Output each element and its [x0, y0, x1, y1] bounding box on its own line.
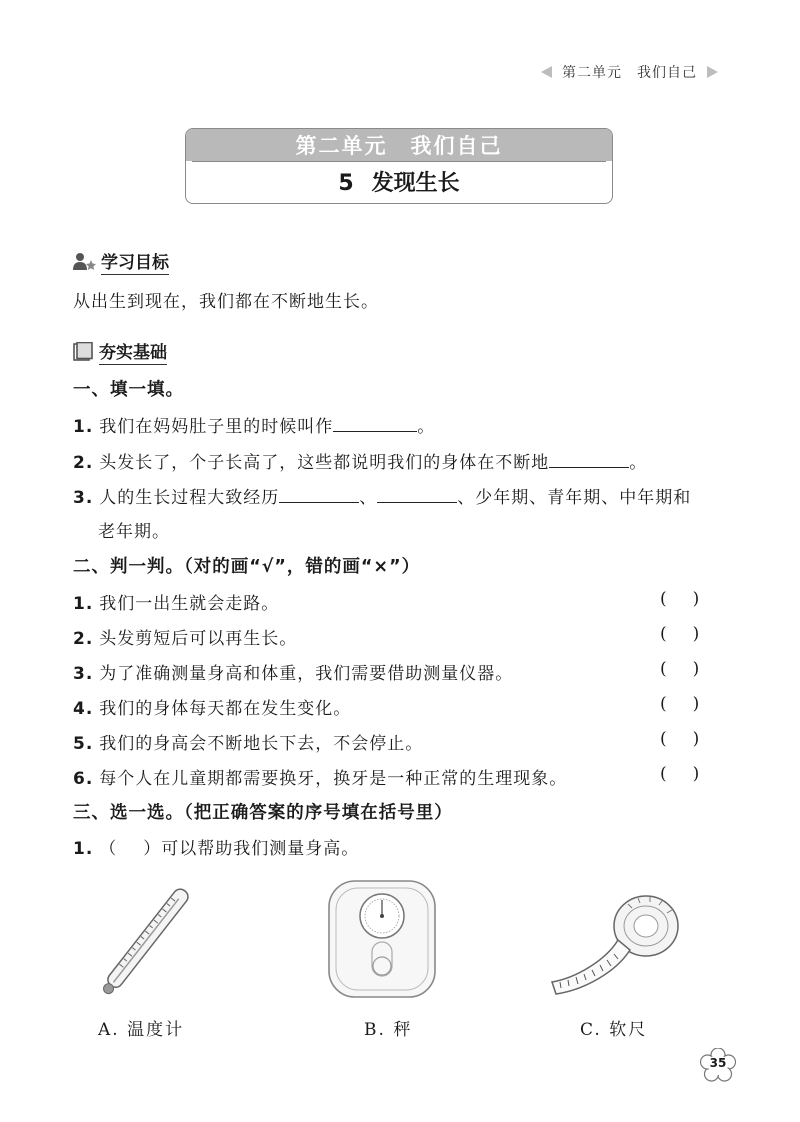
answer-blank[interactable] [549, 450, 629, 468]
page-number-text: 35 [709, 1056, 727, 1070]
option-label: C. [580, 1020, 602, 1040]
judge-item-5 [73, 729, 423, 754]
open-paren: （ [99, 839, 118, 859]
judge-item-4 [73, 694, 351, 719]
question-text: 我们的身高会不断地长下去，不会停止。 [99, 734, 424, 754]
answer-parens-2[interactable]: () [660, 624, 726, 644]
lesson-title-box [185, 128, 613, 204]
fill-question-3 [73, 483, 691, 508]
question-text: 人的生长过程大致经历 [99, 488, 280, 508]
answer-parens-4[interactable]: () [660, 694, 726, 714]
judge-item-1 [73, 589, 279, 614]
option-a [98, 1015, 184, 1040]
question-number: 1. [73, 594, 94, 614]
judge-item-2 [73, 624, 297, 649]
answer-blank[interactable] [377, 485, 457, 503]
right-triangle-icon [707, 66, 718, 78]
question-text: 我们的身体每天都在发生变化。 [99, 699, 352, 719]
question-text: 头发剪短后可以再生长。 [99, 629, 298, 649]
close-paren: ） [143, 839, 162, 859]
question-number: 2. [73, 453, 94, 473]
lesson-name: 发现生长 [371, 171, 460, 196]
basics-title: 夯实基础 [99, 338, 167, 365]
fill-question-3-continued: 老年期。 [98, 522, 170, 542]
judge-item-3 [73, 659, 513, 684]
left-triangle-icon [541, 66, 552, 78]
question-text-end: 。 [417, 417, 436, 437]
question-text-end: 。 [629, 453, 648, 473]
part3-heading: 三、选一选。（把正确答案的序号填在括号里） [73, 803, 453, 823]
question-text-end: 、少年期、青年期、中年期和 [457, 488, 692, 508]
question-number: 2. [73, 629, 94, 649]
question-number: 1. [73, 417, 94, 437]
answer-parens-3[interactable]: () [660, 659, 726, 679]
question-number: 5. [73, 734, 94, 754]
lesson-number: 5 [338, 171, 354, 196]
judge-item-6 [73, 764, 567, 789]
part2-heading: 二、判一判。（对的画“√”，错的画“×”） [73, 557, 421, 577]
book-icon [73, 342, 95, 362]
question-text: 为了准确测量身高和体重，我们需要借助测量仪器。 [99, 664, 514, 684]
page-number [700, 1048, 736, 1082]
option-c [580, 1015, 647, 1040]
tape-measure-image [546, 890, 686, 1002]
question-text: 我们一出生就会走路。 [99, 594, 280, 614]
learner-star-icon [73, 252, 97, 272]
choice-question-1 [73, 834, 359, 859]
running-header [532, 62, 727, 82]
running-header-text: 第二单元 我们自己 [562, 65, 697, 81]
answer-parens-6[interactable]: () [660, 764, 726, 784]
question-number: 6. [73, 769, 94, 789]
learning-goals-title: 学习目标 [101, 248, 169, 275]
question-number: 3. [73, 664, 94, 684]
option-name: 软尺 [609, 1020, 648, 1040]
question-text: 每个人在儿童期都需要换牙，换牙是一种正常的生理现象。 [99, 769, 568, 789]
question-text: 可以帮助我们测量身高。 [161, 839, 360, 859]
question-number: 1. [73, 839, 94, 859]
basics-heading [73, 338, 167, 365]
option-label: A. [98, 1020, 120, 1040]
question-text-sep: 、 [359, 488, 378, 508]
answer-parens-5[interactable]: () [660, 729, 726, 749]
fill-question-1 [73, 412, 435, 437]
option-name: 温度计 [127, 1020, 185, 1040]
option-label: B. [364, 1020, 386, 1040]
unit-title: 第二单元 我们自己 [186, 129, 612, 161]
answer-blank[interactable] [333, 414, 417, 432]
part1-heading: 一、填一填。 [73, 380, 184, 400]
answer-parens-1[interactable]: () [660, 589, 726, 609]
answer-blank[interactable] [279, 485, 359, 503]
question-number: 3. [73, 488, 94, 508]
lesson-title [192, 161, 606, 204]
question-number: 4. [73, 699, 94, 719]
learning-goals-text: 从出生到现在，我们都在不断地生长。 [73, 292, 379, 312]
thermometer-image [92, 880, 192, 1010]
option-name: 秤 [393, 1020, 413, 1040]
question-text: 我们在妈妈肚子里的时候叫作 [99, 417, 334, 437]
learning-goals-heading [73, 248, 169, 275]
fill-question-2 [73, 448, 647, 473]
option-b [364, 1015, 412, 1040]
scale-image [326, 878, 438, 1000]
question-text: 头发长了，个子长高了，这些都说明我们的身体在不断地 [99, 453, 550, 473]
